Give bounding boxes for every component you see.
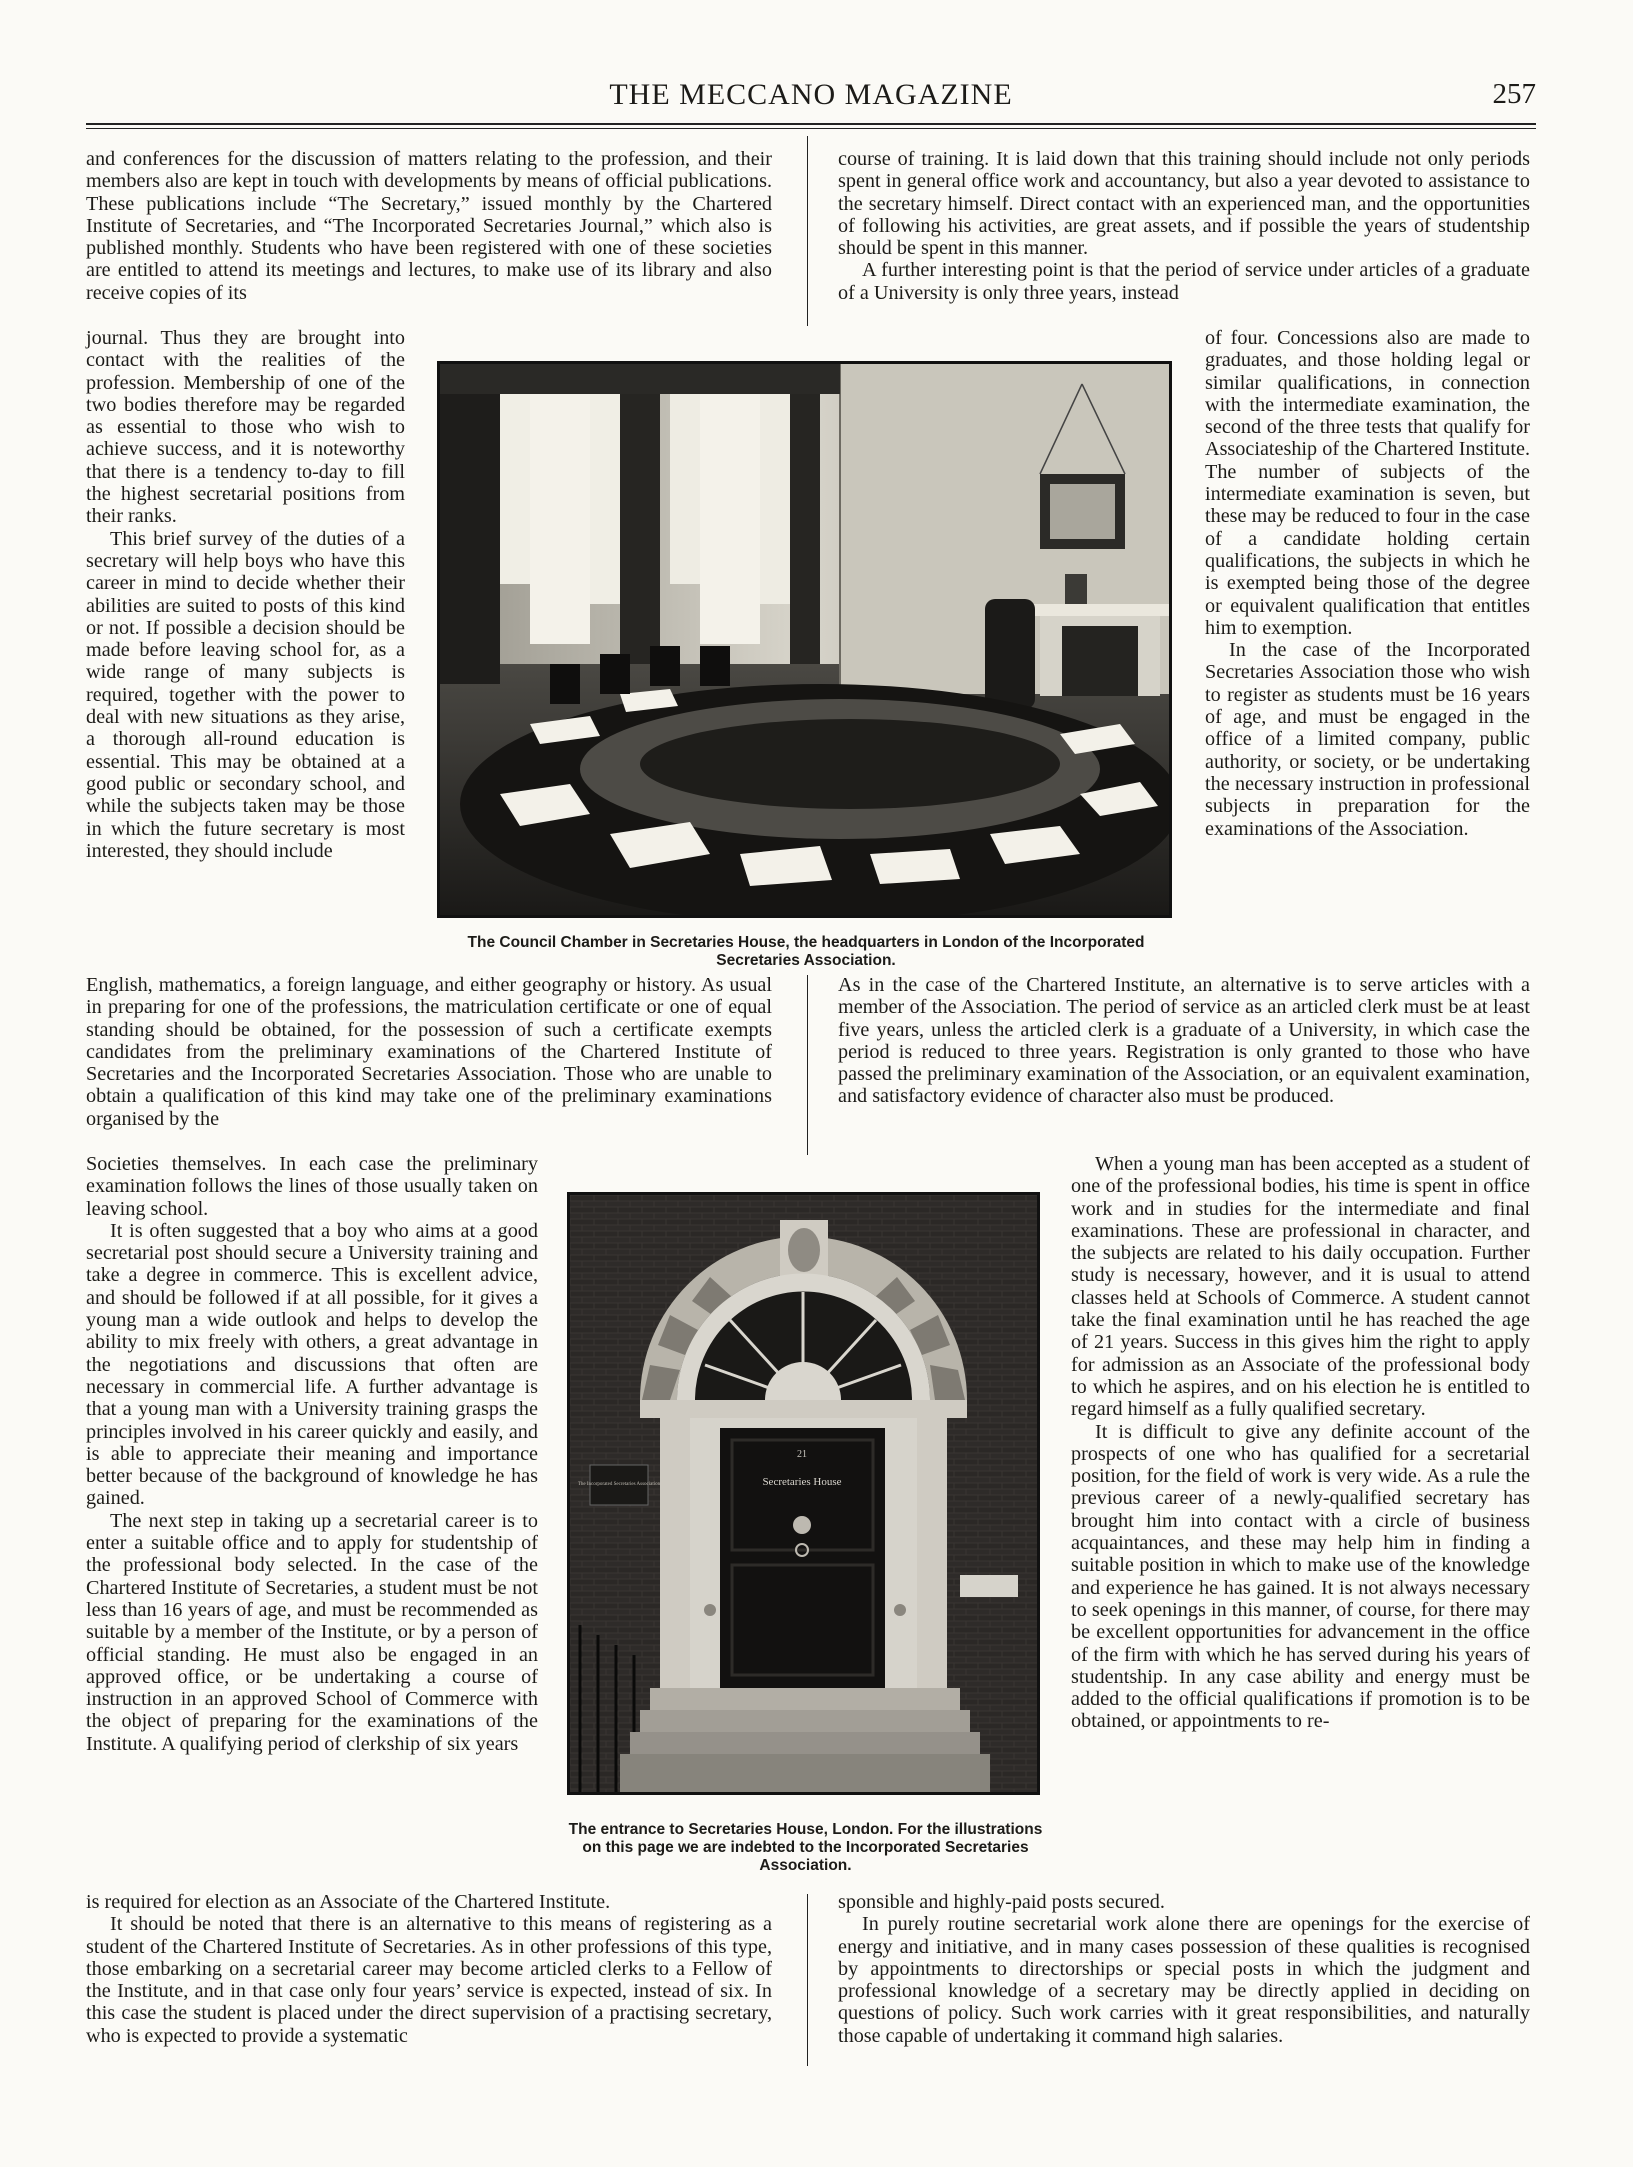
paragraph: The next step in taking up a secretarial career is to enter a suitable office and to apply for studentship of the professional body selected. In the case of the Chartered Institute of Secretaries, a student must be not less than 16 years of age, and must be recommended as suitable by a member of the Institute, or by a person of official standing. He must also be engaged in an approved office, or be undertaking a course of instruction in an approved School of Commerce with the object of preparing for the examinations of the Institute. A qualifying period of clerkship of six years [86,1509,538,1755]
page-number: 257 [1492,78,1536,110]
paragraph: sponsible and highly-paid posts secured. [838,1891,1165,1913]
article-text-right-top [838,148,1530,304]
paragraph: This brief survey of the duties of a secretary will help boys who have this career in mind to decide whether their abilities are suited to posts of this kind or not. If possible a decision should be made before leaving school for, as a wide range of many subjects is required, together with the power to deal with new situations as they arise, a thorough all-round education is essential. This may be obtained at a good public or secondary school, and while the subjects taken may be those in which the future secretary is most interested, they should include [86,527,405,862]
column-divider [807,1894,808,2066]
article-text-right-lower [1071,1153,1530,1733]
paragraph: It is difficult to give any definite account of the prospects of one who has qualified for a secretarial position, for the field of work is very wide. As a rule the previous career of a newly-qualified secretary has brought him into contact with a circle of business acquaintances, and these may help him in finding a suitable position in which to make use of the knowledge and experience he has gained. It is not always necessary to seek openings in this manner, of course, for there may be excellent opportunities for advancement in the office of the firm with which he has served during his years of studentship. In any case ability and energy must be added to the official qualifications if promotion is to be obtained, or appointments to re- [1071,1420,1530,1733]
paragraph: Societies themselves. In each case the preliminary examination follows the lines of those usually taken on leaving school. [86,1153,538,1220]
council-chamber-caption: The Council Chamber in Secretaries House, the headquarters in London of the Incorporated Secretaries Association. [467,934,1145,969]
column-divider [807,136,808,326]
paragraph: It should be noted that there is an alternative to this means of registering as a student of the Chartered Institute of Secretaries. As in other professions of this type, those embarking on a secretarial career may become articled clerks to a Fellow of the Institute, and in that case only four years’ service is expected, instead of six. In this case the student is placed under the direct supervision of a practising secretary, who is expected to provide a systematic [86,1913,772,2047]
paragraph: is required for election as an Associate of the Chartered Institute. [86,1891,611,1913]
entrance-caption: The entrance to Secretaries House, London. For the illustrations on this page we are indebted to the Incorporated Secretaries Association. [568,1821,1043,1874]
paragraph: English, mathematics, a foreign language, and either geography or history. As usual in preparing for one of the professions, the matriculation certificate or one of equal standing should be obtained, for the possession of such a certificate exempts candidates from the preliminary examinations of the Chartered Institute of Secretaries and the Incorporated Secretaries Association. Those who are unable to obtain a qualification of this kind may take one of the preliminary examinations organised by the [86,974,772,1130]
running-header [86,76,1536,116]
article-text-left-narrow [86,327,405,862]
paragraph: In the case of the Incorporated Secretaries Association those who wish to register as students must be 16 years of age, and must be engaged in the office of a limited company, public authority, or society, or be undertaking the necessary instruction in professional subjects in preparation for the examinations of the Association. [1205,639,1530,840]
paragraph: A further interesting point is that the period of service under articles of a graduate of a University is only three years, instead [838,259,1530,304]
header-rule-thin [86,128,1536,129]
paragraph: When a young man has been accepted as a student of one of the professional bodies, his time is spent in office work and in studies for the intermediate and final examinations. These are professional in character, and the subjects are related to his daily occupation. Further study is necessary, however, and it is usual to attend classes held at Schools of Commerce. A student cannot take the final examination until he has reached the age of 21 years. Success in this gives him the right to apply for admission as an Associate of the professional body to which he aspires, and on his election he is entitled to regard himself as a fully qualified secretary. [1071,1153,1530,1421]
door-number: 21 [797,1449,807,1460]
paragraph: course of training. It is laid down that this training should include not only periods spent in general office work and accountancy, but also a year devoted to assistance to the secretary himself. Direct contact with an experienced man, and the opportunities of following his activities, are great assets, and if possible the years of studentship should be spent in this manner. [838,148,1530,260]
article-text-left-top [86,148,772,304]
article-text-right-bottom [838,1891,1530,2047]
entrance-photo [567,1192,1040,1795]
paragraph: of four. Concessions also are made to graduates, and those holding legal or similar qualifications, in connection with the intermediate examination, the second of the three tests that qualify for Associateship of the Chartered Institute. The number of subjects of the intermediate examination is seven, but these may be reduced to four in the case of a candidate holding certain qualifications, the subjects in which he is exempted being those of the degree or equivalent qualification that entitles him to exemption. [1205,327,1530,639]
paragraph: and conferences for the discussion of matters relating to the profession, and their members also are kept in touch with developments by means of official publications. These publications include “The Secretary,” issued monthly by the Chartered Institute of Secretaries, and “The Incorporated Secretaries Journal,” which also is published monthly. Students who have been registered with one of these societies are entitled to attend its meetings and lectures, to make use of its library and also receive copies of its [86,148,772,304]
magazine-title: THE MECCANO MAGAZINE [609,78,1013,111]
paragraph: In purely routine secretarial work alone there are openings for the exercise of energy and initiative, and in many cases possession of these qualities is recognised by appointments to directorships or special posts in which the judgment and professional knowledge of a secretary may be directly applied in deciding on questions of policy. Such work carries with it great responsibilities, and naturally those capable of undertaking it command high salaries. [838,1913,1530,2047]
article-text-left-mid [86,974,772,1130]
paragraph: As in the case of the Chartered Institute, an alternative is to serve articles with a member of the Association. The period of service as an articled clerk must be at least five years, unless the articled clerk is a graduate of a University, in which case the period is reduced to three years. Registration is only granted to those who have passed the preliminary examination of the Association, or an equivalent examination, and satisfactory evidence of character also must be produced. [838,974,1530,1108]
header-rule [86,123,1536,125]
article-text-left-lower [86,1153,538,1755]
column-divider [807,975,808,1155]
paragraph: It is often suggested that a boy who aims at a good secretarial post should secure a University training and take a degree in commerce. This is excellent advice, and should be followed if at all possible, for it gives a young man a wide outlook and helps to develop the ability to mix freely with others, a great advantage in the negotiations and discussions that often are necessary in commercial life. A further advantage is that a young man with a University training grasps the principles involved in his career quickly and easily, and is able to appreciate their meaning and importance better because of the background of knowledge he has gained. [86,1219,538,1510]
door-sign: Secretaries House [762,1476,842,1488]
article-text-left-bottom [86,1891,772,2047]
article-text-right-narrow [1205,327,1530,840]
paragraph: journal. Thus they are brought into contact with the realities of the profession. Membership of one of the two bodies therefore may be regarded as essential to those who wish to achieve success, and it is noteworthy that there is a tendency to-day to fill the highest secretarial positions from their ranks. [86,327,405,528]
article-text-right-mid [838,974,1530,1108]
plaque-text: The Incorporated Secretaries Association [577,1482,661,1487]
council-chamber-photo [437,361,1172,918]
